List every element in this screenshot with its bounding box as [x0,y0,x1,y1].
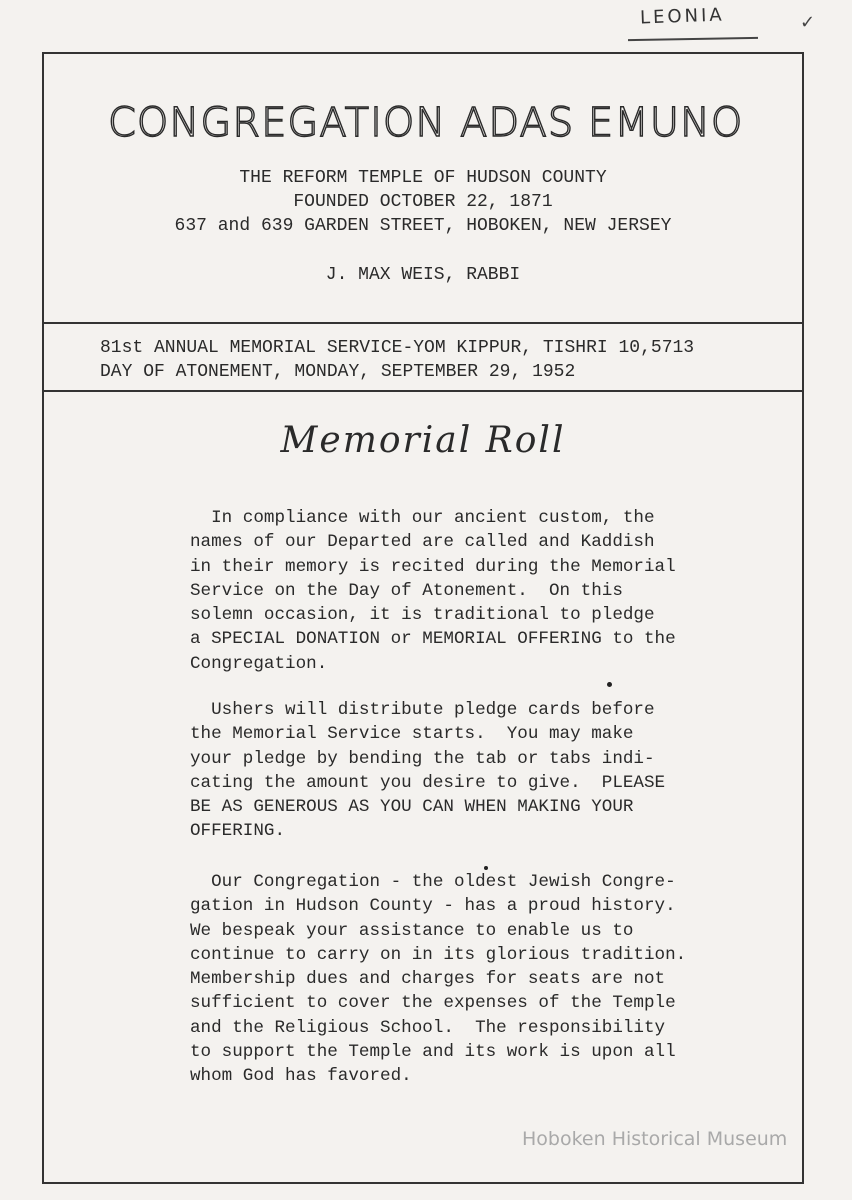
temple-address: 637 and 639 GARDEN STREET, HOBOKEN, NEW JERSEY [174,216,672,236]
service-divider [42,390,804,392]
ink-speck [484,866,488,870]
check-mark-icon: ✓ [800,12,816,33]
header-divider [42,322,804,324]
congregation-name: CONGREGATION ADAS EMUNO [108,100,744,146]
founded-date: FOUNDED OCTOBER 22, 1871 [293,192,553,212]
custom-paragraph: In compliance with our ancient custom, the names of our Departed are called and Kaddish in their memory is recited during the Memorial Service on the Day of Atonement. On this solemn occasion, it is traditional to pledge a SPECIAL DONATION or MEMORIAL OFFERING to the Congregation. [190,508,676,674]
museum-watermark: Hoboken Historical Museum [522,1128,788,1150]
handwritten-note: LEONIA [639,4,725,29]
handwritten-underline [628,37,758,41]
service-date: DAY OF ATONEMENT, MONDAY, SEPTEMBER 29, 1952 [100,362,576,382]
history-paragraph: Our Congregation - the oldest Jewish Congre- gation in Hudson County - has a proud history. We bespeak your assistance to enable us to continue to carry on in its glorious tradition. Membership dues and charges for seats are not sufficient to cover the expenses of the Temple and the Religious School. The responsibility to support the Temple and its work is upon all whom God has favored. [190,872,687,1087]
pledge-paragraph: Ushers will distribute pledge cards before the Memorial Service starts. You may make your pledge by bending the tab or tabs indi- cating the amount you desire to give. PLEASE BE AS GENEROUS AS YOU CAN WHEN MAKING YOUR OFFERING. [190,700,666,842]
memorial-roll-title: Memorial Roll [280,420,566,461]
ink-speck [607,682,612,687]
service-title: 81st ANNUAL MEMORIAL SERVICE-YOM KIPPUR, TISHRI 10,5713 [100,338,695,358]
temple-subtitle: THE REFORM TEMPLE OF HUDSON COUNTY [239,168,607,188]
rabbi-name: J. MAX WEIS, RABBI [325,265,521,285]
